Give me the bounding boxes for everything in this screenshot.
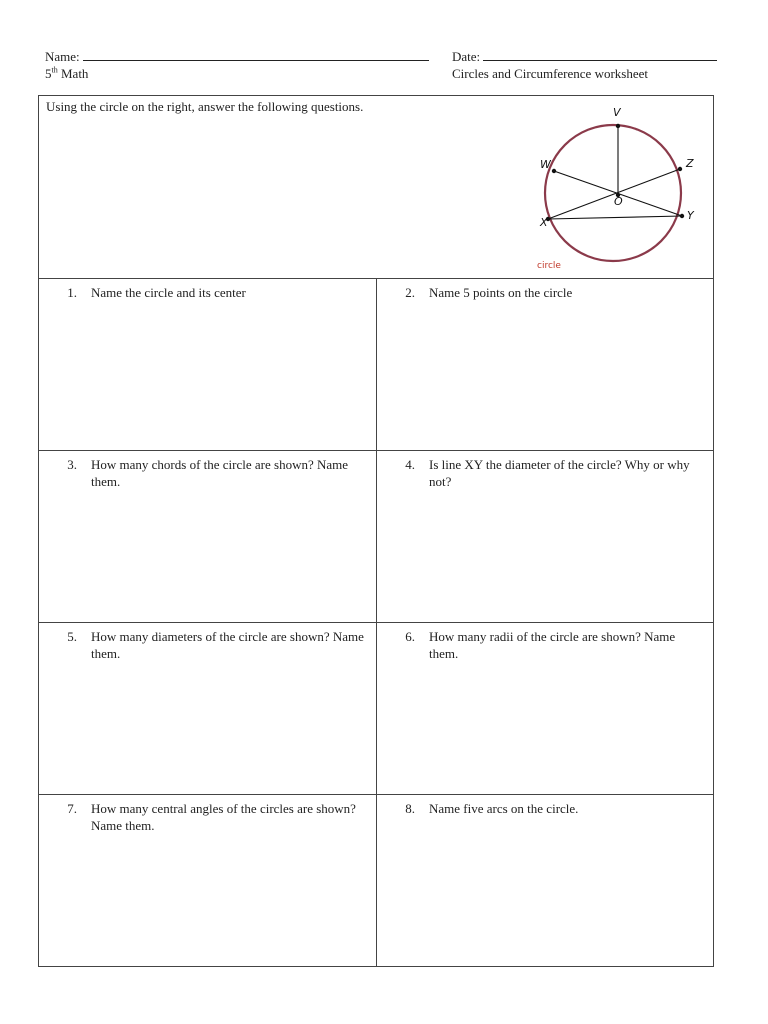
segment-xz <box>548 169 680 219</box>
question-cell-2[interactable] <box>377 279 713 451</box>
question-cell-8[interactable] <box>377 795 713 966</box>
name-blank[interactable] <box>83 48 429 61</box>
question-cell-1[interactable] <box>39 279 377 451</box>
name-row <box>45 48 429 65</box>
segment-xy <box>548 216 682 219</box>
question-text: How many chords of the circle are shown? Name them. <box>91 457 349 489</box>
question-number: 1. <box>67 285 77 300</box>
circle-diagram <box>497 102 697 268</box>
question-text: Is line XY the diameter of the circle? Why or why not? <box>429 457 690 489</box>
name-label: Name: <box>45 49 80 64</box>
caption-fragment: circle <box>537 261 561 268</box>
worksheet-title: Circles and Circumference worksheet <box>452 66 649 81</box>
question-number: 5. <box>67 629 77 644</box>
label-w: W <box>540 158 551 171</box>
intro-section <box>39 96 713 279</box>
circle-outline <box>545 125 681 261</box>
question-number: 2. <box>405 285 415 300</box>
question-text: How many central angles of the circles are shown? Name them. <box>91 801 356 833</box>
grade-suffix: th <box>51 65 58 75</box>
point-w <box>552 169 556 173</box>
label-x: X <box>540 216 548 229</box>
subject: Math <box>60 66 89 81</box>
question-cell-3[interactable] <box>39 451 377 623</box>
question-number: 7. <box>67 801 77 816</box>
question-number: 8. <box>405 801 415 816</box>
label-o: O <box>614 195 623 208</box>
worksheet-box <box>38 95 714 967</box>
question-text: How many radii of the circle are shown? Name them. <box>429 629 676 661</box>
date-label: Date: <box>452 49 481 64</box>
question-cell-4[interactable] <box>377 451 713 623</box>
question-number: 6. <box>405 629 415 644</box>
question-cell-7[interactable] <box>39 795 377 966</box>
question-number: 4. <box>405 457 415 472</box>
point-y <box>680 214 684 218</box>
date-row <box>452 48 717 65</box>
question-text: How many diameters of the circle are shown? Name them. <box>91 629 364 661</box>
question-text: Name the circle and its center <box>91 285 246 300</box>
label-y: Y <box>687 209 694 222</box>
date-blank[interactable] <box>483 48 717 61</box>
point-z <box>678 167 682 171</box>
question-text: Name 5 points on the circle <box>429 285 573 300</box>
question-cell-5[interactable] <box>39 623 377 795</box>
point-v <box>616 124 620 128</box>
question-cell-6[interactable] <box>377 623 713 795</box>
label-v: V <box>613 106 621 119</box>
instruction-text: Using the circle on the right, answer the following questions. <box>46 99 364 114</box>
grade-number: 5 <box>45 66 52 81</box>
question-text: Name five arcs on the circle. <box>429 801 579 816</box>
label-z: Z <box>686 157 694 170</box>
grade-subject <box>45 66 88 82</box>
question-number: 3. <box>67 457 77 472</box>
